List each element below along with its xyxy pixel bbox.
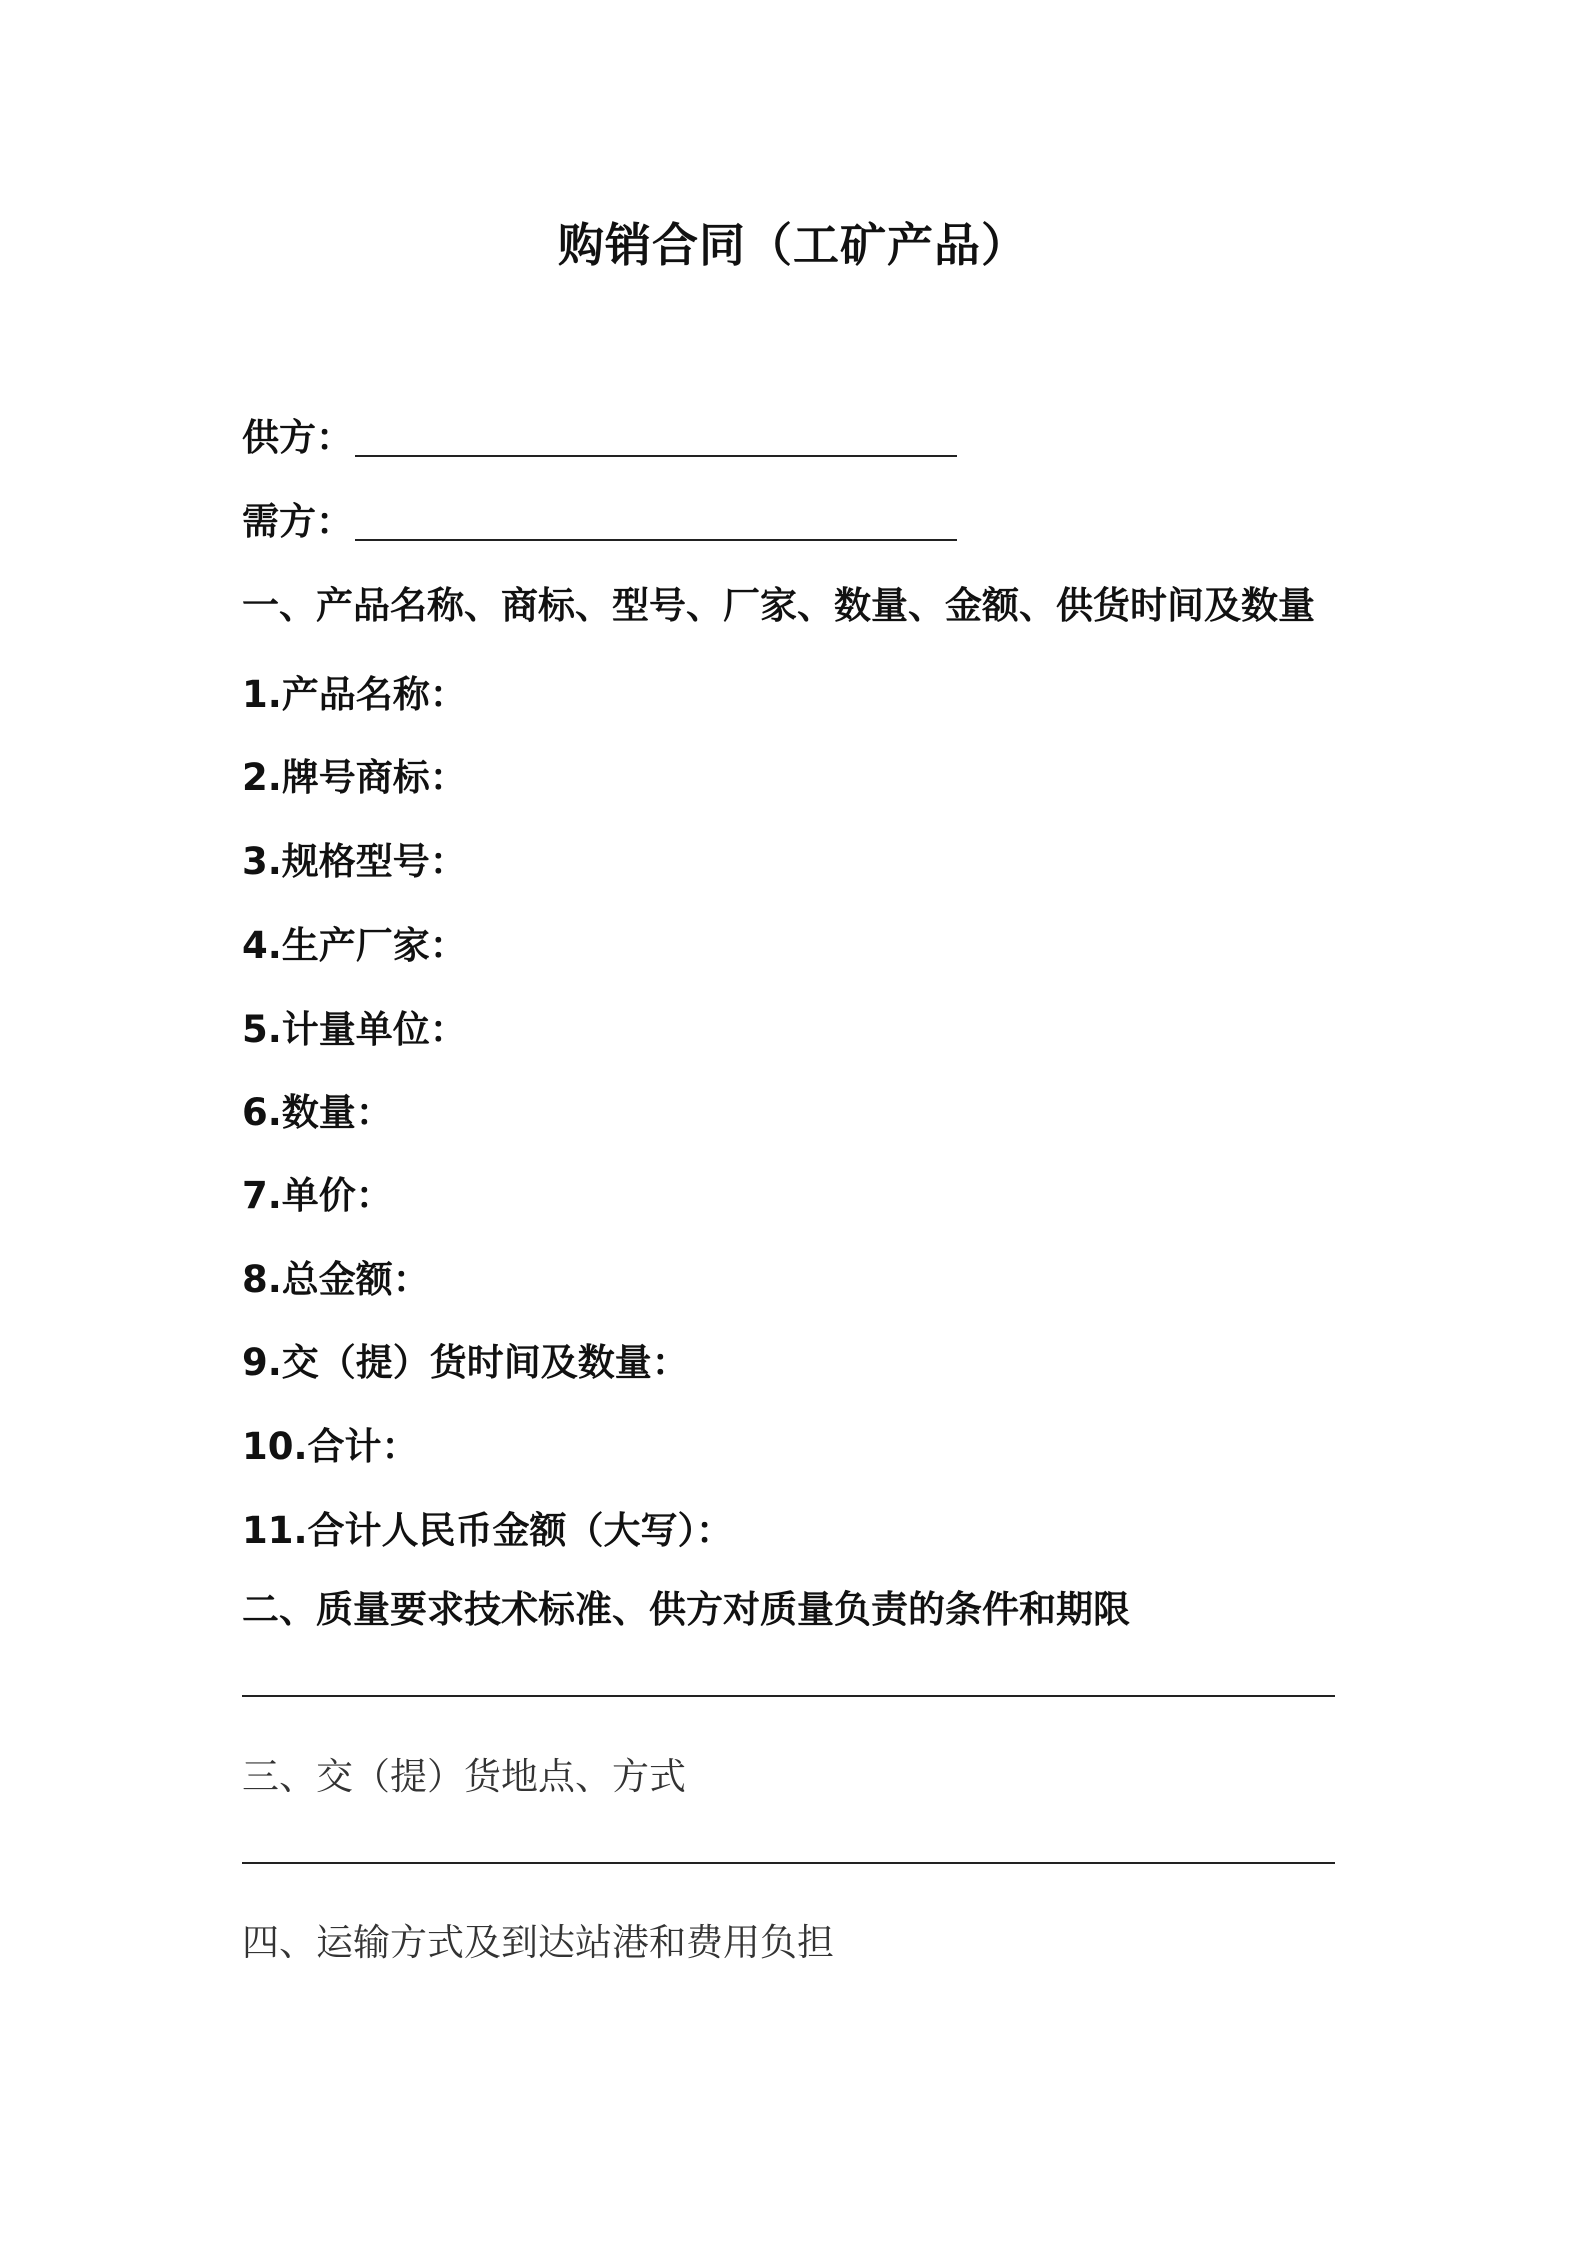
section-2-heading: 二、质量要求技术标准、供方对质量负责的条件和期限 <box>242 1588 1130 1631</box>
item-unit-price: 7.单价： <box>242 1174 393 1217</box>
item-unit: 5.计量单位： <box>242 1008 467 1051</box>
item-sum: 10.合计： <box>242 1425 419 1468</box>
item-quantity: 6.数量： <box>242 1091 393 1134</box>
document-title: 购销合同（工矿产品） <box>558 218 1028 272</box>
section-2-blank-line[interactable] <box>242 1695 1335 1697</box>
buyer-blank-line[interactable] <box>355 539 957 541</box>
section-3-heading: 三、交（提）货地点、方式 <box>242 1755 686 1798</box>
section-4-heading: 四、运输方式及到达站港和费用负担 <box>242 1921 834 1964</box>
item-product-name: 1.产品名称： <box>242 673 467 716</box>
item-delivery-time: 9.交（提）货时间及数量： <box>242 1341 689 1384</box>
section-3-blank-line[interactable] <box>242 1862 1335 1864</box>
item-total-amount: 8.总金额： <box>242 1258 430 1301</box>
item-manufacturer: 4.生产厂家： <box>242 924 467 967</box>
supplier-label: 供方： <box>242 416 353 459</box>
supplier-blank-line[interactable] <box>355 455 957 457</box>
item-spec-model: 3.规格型号： <box>242 840 467 883</box>
section-1-heading: 一、产品名称、商标、型号、厂家、数量、金额、供货时间及数量 <box>242 584 1315 627</box>
item-rmb-amount: 11.合计人民币金额（大写）： <box>242 1509 734 1552</box>
buyer-label: 需方： <box>242 500 353 543</box>
item-brand-trademark: 2.牌号商标： <box>242 756 467 799</box>
